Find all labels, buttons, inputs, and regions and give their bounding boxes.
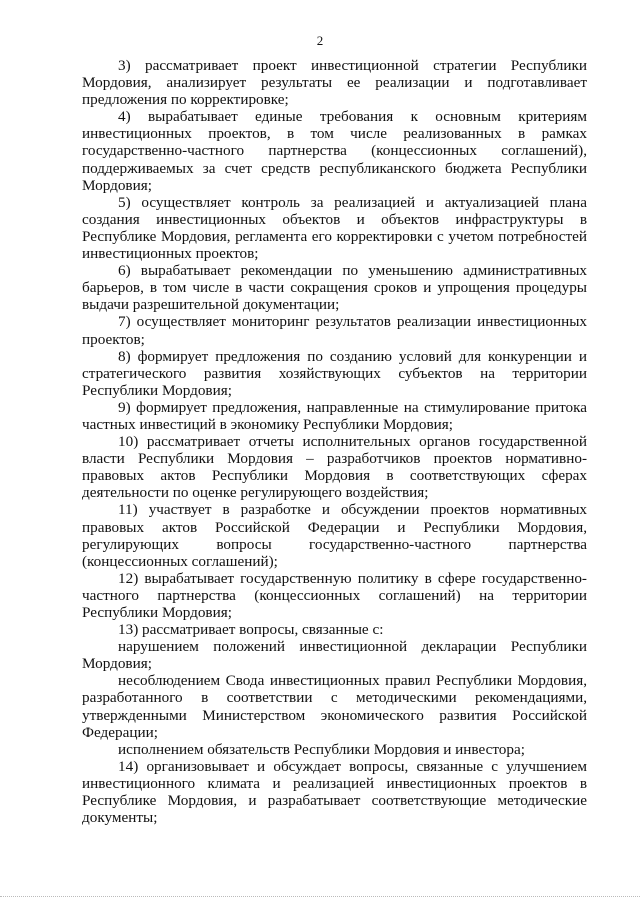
list-item: 4) вырабатывает единые требования к основным критериям инвестиционных проектов, в том числе реализованных в рамках государственно-частного партнерства (концессионных соглашений), поддерживаемых за счет средств республиканского бюджета Республики Мордовия; [82, 108, 587, 194]
list-item: 7) осуществляет мониторинг результатов реализации инвестиционных проектов; [82, 313, 587, 348]
list-item: 12) вырабатывает государственную политику в сфере государственно-частного партнерства (концессионных соглашений) на территории Республики Мордовия; [82, 569, 587, 621]
list-item: 3) рассматривает проект инвестиционной стратегии Республики Мордовия, анализирует результаты ее реализации и подготавливает предложения по корректировке; [82, 57, 587, 109]
list-item: 10) рассматривает отчеты исполнительных органов государственной власти Республики Мордовия – разработчиков проектов нормативно-правовых актов Республики Мордовия в соответствующих сферах деятельности по оценке регулирующего воздействия; [82, 433, 587, 502]
list-item: 13) рассматривает вопросы, связанные с: [118, 621, 384, 639]
list-item: 14) организовывает и обсуждает вопросы, связанные с улучшением инвестиционного климата и реализацией инвестиционных проектов в Республике Мордовия, и разрабатывает соответствующие методические документы; [82, 757, 587, 827]
page-bottom-divider [0, 896, 640, 897]
sub-item: несоблюдением Свода инвестиционных правил Республики Мордовия, разработанного в соответствии с методическими рекомендациями, утвержденными Министерством экономического развития Российской Федерации; [82, 672, 587, 741]
list-item: 8) формирует предложения по созданию условий для конкуренции и стратегического развития хозяйствующих субъектов на территории Республики Мордовия; [82, 347, 587, 399]
page-number: 2 [316, 33, 324, 48]
list-item: 9) формирует предложения, направленные на стимулирование притока частных инвестиций в экономику Республики Мордовия; [82, 398, 587, 433]
list-item: 11) участвует в разработке и обсуждении проектов нормативных правовых актов Российской Федерации и Республики Мордовия, регулирующих вопросы государственно-частного партнерства (концессионных соглашений); [82, 501, 587, 570]
sub-item: нарушением положений инвестиционной декларации Республики Мордовия; [82, 638, 587, 673]
sub-item: исполнением обязательств Республики Мордовия и инвестора; [118, 740, 525, 758]
document-body [82, 57, 587, 826]
list-item: 6) вырабатывает рекомендации по уменьшению административных барьеров, в том числе в части сокращения сроков и упрощения процедуры выдачи разрешительной документации; [82, 262, 587, 314]
list-item: 5) осуществляет контроль за реализацией и актуализацией плана создания инвестиционных объектов и объектов инфраструктуры в Республике Мордовия, регламента его корректировки с учетом потребностей инвестиционных проектов; [82, 193, 587, 263]
